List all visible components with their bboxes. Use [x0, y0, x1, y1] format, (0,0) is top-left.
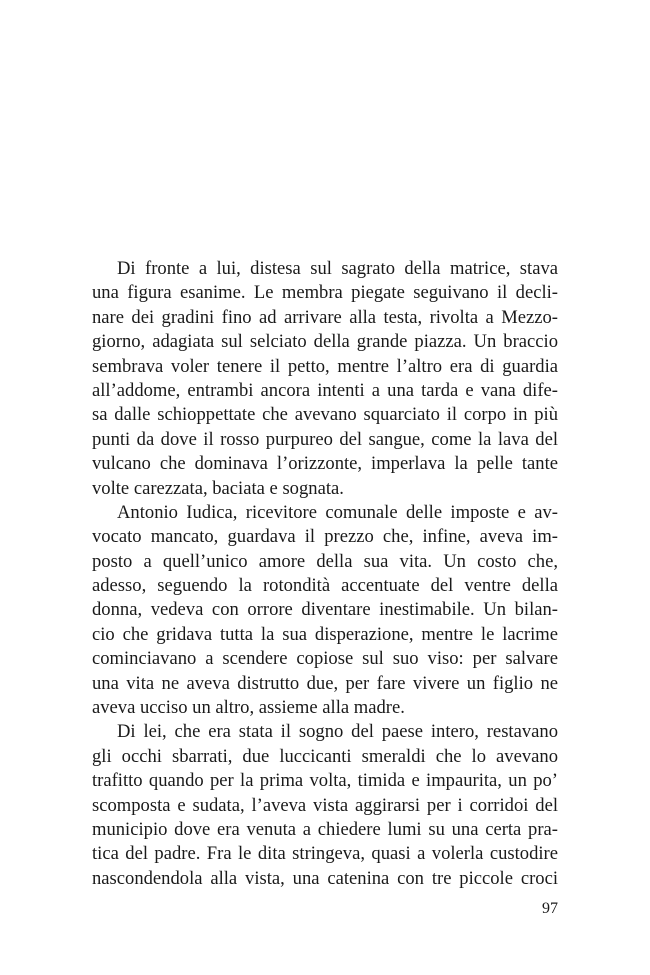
- text-line: giorno, adagiata sul selciato della grande piazza. Un braccio: [92, 331, 558, 353]
- page-number: 97: [542, 900, 558, 917]
- text-line: donna, vedeva con orrore diventare inestimabile. Un bilan-: [92, 599, 558, 621]
- text-line: all’addome, entrambi ancora intenti a una tarda e vana dife-: [92, 379, 558, 401]
- text-line: municipio dove era venuta a chiedere lumi su una certa pra-: [92, 818, 558, 840]
- text-line: adesso, seguendo la rotondità accentuate del ventre della: [92, 575, 558, 597]
- text-line: sembrava voler tenere il petto, mentre l’altro era di guardia: [92, 355, 558, 377]
- text-line: cio che gridava tutta la sua disperazione, mentre le lacrime: [92, 623, 558, 645]
- paragraph-3: [92, 720, 558, 891]
- text-line: volte carezzata, baciata e sognata.: [92, 477, 344, 499]
- text-line: vulcano che dominava l’orizzonte, imperlava la pelle tante: [92, 453, 558, 475]
- text-line: punti da dove il rosso purpureo del sangue, come la lava del: [92, 428, 558, 450]
- body-text: [92, 257, 558, 891]
- text-line: aveva ucciso un altro, assieme alla madre.: [92, 697, 405, 719]
- text-line: posto a quell’unico amore della sua vita. Un costo che,: [92, 550, 558, 572]
- text-line: una vita ne aveva distrutto due, per fare vivere un figlio ne: [92, 672, 558, 694]
- text-line: tica del padre. Fra le dita stringeva, quasi a volerla custodire: [92, 843, 558, 865]
- text-line: trafitto quando per la prima volta, timida e impaurita, un po’: [92, 770, 558, 792]
- paragraph-1: [92, 257, 558, 501]
- text-line: scomposta e sudata, l’aveva vista aggirarsi per i corridoi del: [92, 794, 558, 816]
- text-line: nare dei gradini fino ad arrivare alla testa, rivolta a Mezzo-: [92, 306, 558, 328]
- paragraph-2: [92, 501, 558, 721]
- text-line: Di lei, che era stata il sogno del paese intero, restavano: [117, 721, 558, 743]
- text-line: cominciavano a scendere copiose sul suo viso: per salvare: [92, 648, 558, 670]
- text-line: sa dalle schioppettate che avevano squarciato il corpo in più: [92, 404, 558, 426]
- text-line: nascondendola alla vista, una catenina con tre piccole croci: [92, 867, 558, 889]
- text-line: una figura esanime. Le membra piegate seguivano il decli-: [92, 282, 558, 304]
- text-line: Antonio Iudica, ricevitore comunale delle imposte e av-: [117, 501, 558, 523]
- text-line: gli occhi sbarrati, due luccicanti smeraldi che lo avevano: [92, 745, 558, 767]
- text-line: vocato mancato, guardava il prezzo che, infine, aveva im-: [92, 526, 558, 548]
- text-line: Di fronte a lui, distesa sul sagrato della matrice, stava: [117, 258, 558, 279]
